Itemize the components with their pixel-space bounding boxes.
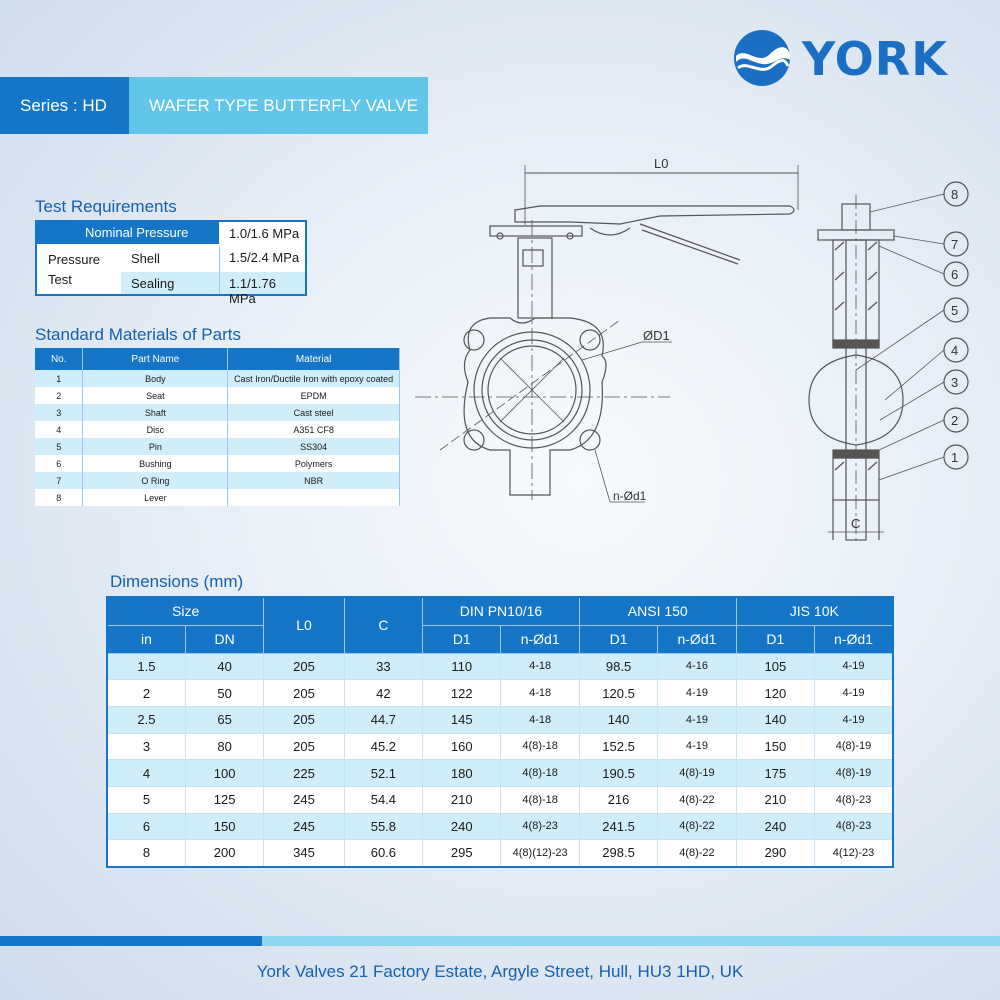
cell: 100 [185,760,263,787]
cell: 6 [107,813,185,840]
cell: SS304 [228,438,400,455]
cell: 8 [107,840,185,867]
cell: 120 [736,680,814,707]
cell: 4-19 [658,733,736,760]
callout-4: 4 [951,343,959,358]
divider [219,246,220,294]
callout-1: 1 [951,450,959,465]
series-header [0,77,428,134]
sealing-value: 1.1/1.76 MPa [229,276,276,306]
cell: 120.5 [579,680,657,707]
cell: 2 [35,387,83,404]
table-row [107,786,893,813]
cell: 4(8)-22 [658,786,736,813]
cell: 1 [35,370,83,387]
cell: 4-18 [501,653,579,680]
cell: 4-19 [658,680,736,707]
cell: Polymers [228,455,400,472]
cell: 4(8)-19 [815,733,893,760]
nominal-value: 1.0/1.6 MPa [229,226,300,241]
cell: 4 [107,760,185,787]
materials-header-part: Part Name [83,348,228,370]
cell: O Ring [83,472,228,489]
footer-bar-light [262,936,1000,946]
cell: 4(8)-23 [815,813,893,840]
header-ansi: ANSI 150 [579,597,736,625]
callout-7: 7 [951,237,959,252]
cell: Pin [83,438,228,455]
pressure-test-label-1: Pressure [48,252,101,267]
cell: 4-19 [658,706,736,733]
cell: 345 [264,840,344,867]
header-din-d1: D1 [423,625,501,653]
header-in: in [107,625,185,653]
cell: 4(8)-19 [658,760,736,787]
cell: 4(8)-18 [501,786,579,813]
cell: 240 [423,813,501,840]
cell: 4-19 [815,680,893,707]
callout-8: 8 [951,187,959,202]
cell: Shaft [83,404,228,421]
footer-address: York Valves 21 Factory Estate, Argyle Street, Hull, HU3 1HD, UK [256,962,744,981]
materials-title: Standard Materials of Parts [35,325,241,344]
cell: 245 [264,786,344,813]
cell: 4-19 [815,653,893,680]
cell: 5 [107,786,185,813]
cell: 216 [579,786,657,813]
cell: 33 [344,653,422,680]
cell: 4 [35,421,83,438]
d1-label: ØD1 [643,328,670,343]
table-row [35,489,400,506]
cell: Cast steel [228,404,400,421]
cell: 4-19 [815,706,893,733]
cell: Seat [83,387,228,404]
cell: 4(8)-18 [501,760,579,787]
cell: 52.1 [344,760,422,787]
cell: 65 [185,706,263,733]
table-row [107,733,893,760]
cell: A351 CF8 [228,421,400,438]
cell: 3 [35,404,83,421]
cell: 160 [423,733,501,760]
cell: 4(8)-18 [501,733,579,760]
dimensions-table [106,596,894,868]
table-row [107,813,893,840]
dimensions-body [107,653,893,867]
cell: 4-18 [501,680,579,707]
header-jis-nd1: n-Ød1 [815,625,893,653]
cell: Bushing [83,455,228,472]
brand-name: YORK [802,32,948,86]
wave-logo-icon [730,28,798,88]
cell: 40 [185,653,263,680]
cell: 241.5 [579,813,657,840]
cell: 55.8 [344,813,422,840]
cell: Disc [83,421,228,438]
table-row [35,438,400,455]
cell: 2.5 [107,706,185,733]
cell: 54.4 [344,786,422,813]
cell: 150 [185,813,263,840]
cell: 205 [264,706,344,733]
cell: 210 [736,786,814,813]
cell: 145 [423,706,501,733]
header-size: Size [107,597,264,625]
cell: 45.2 [344,733,422,760]
cell: 4-18 [501,706,579,733]
cell: 175 [736,760,814,787]
cell: 5 [35,438,83,455]
materials-header-no: No. [35,348,83,370]
cell: 50 [185,680,263,707]
york-logo [730,28,970,88]
header-jis: JIS 10K [736,597,893,625]
cell: 205 [264,653,344,680]
cell: 4(8)-22 [658,813,736,840]
cell: 200 [185,840,263,867]
cell: NBR [228,472,400,489]
cell: 290 [736,840,814,867]
callout-5: 5 [951,303,959,318]
cell: 105 [736,653,814,680]
materials-table [35,348,400,506]
cell: 240 [736,813,814,840]
cell: 42 [344,680,422,707]
cell: 295 [423,840,501,867]
header-din-nd1: n-Ød1 [501,625,579,653]
table-row [107,760,893,787]
header-l0: L0 [264,597,344,653]
cell: 122 [423,680,501,707]
test-requirements-title: Test Requirements [35,197,177,216]
cell: EPDM [228,387,400,404]
cell: 298.5 [579,840,657,867]
cell: 4(8)-23 [815,786,893,813]
cell: 4(8)-23 [501,813,579,840]
materials-header-row [35,348,400,370]
cell: 245 [264,813,344,840]
cell: 140 [736,706,814,733]
cell: 4-16 [658,653,736,680]
cell [228,489,400,506]
cell: 205 [264,680,344,707]
shell-value: 1.5/2.4 MPa [229,250,300,265]
sealing-label: Sealing [131,276,175,291]
table-row [35,370,400,387]
dimensions-title: Dimensions (mm) [110,572,244,591]
callout-3: 3 [951,375,959,390]
cell: 1.5 [107,653,185,680]
cell: 4(8)-19 [815,760,893,787]
cell: 7 [35,472,83,489]
callout-2: 2 [951,413,959,428]
header-ansi-nd1: n-Ød1 [658,625,736,653]
table-row [107,706,893,733]
cell: 225 [264,760,344,787]
cell: 4(8)-22 [658,840,736,867]
materials-header-material: Material [228,348,400,370]
cell: 150 [736,733,814,760]
cell: 4(12)-23 [815,840,893,867]
table-row [35,472,400,489]
header-jis-d1: D1 [736,625,814,653]
valve-drawing [410,150,980,550]
cell: 140 [579,706,657,733]
nd1-label: n-Ød1 [613,489,647,503]
table-row [35,421,400,438]
cell: 125 [185,786,263,813]
cell: 190.5 [579,760,657,787]
table-row [35,387,400,404]
table-row [35,404,400,421]
cell: 98.5 [579,653,657,680]
cell: 152.5 [579,733,657,760]
shell-label: Shell [131,251,160,266]
pressure-test-label-2: Test [48,272,72,287]
nominal-label: Nominal Pressure [85,225,189,240]
cell: 8 [35,489,83,506]
footer-bar-dark [0,936,262,946]
header-din: DIN PN10/16 [423,597,580,625]
cell: 4(8)(12)-23 [501,840,579,867]
table-row [107,680,893,707]
cell: 2 [107,680,185,707]
dimensions-header-row-2 [107,625,893,653]
table-row [107,840,893,867]
cell: Cast Iron/Ductile Iron with epoxy coated [228,370,400,387]
test-requirements-table [35,220,307,306]
cell: 210 [423,786,501,813]
series-title: WAFER TYPE BUTTERFLY VALVE [129,77,428,134]
table-row [107,653,893,680]
cell: 60.6 [344,840,422,867]
table-row [35,455,400,472]
dimensions-header-row-1 [107,597,893,625]
cell: 180 [423,760,501,787]
cell: Body [83,370,228,387]
cell: 205 [264,733,344,760]
header-dn: DN [185,625,263,653]
callout-6: 6 [951,267,959,282]
cell: 80 [185,733,263,760]
cell: 110 [423,653,501,680]
series-label: Series : HD [0,77,129,134]
c-label: C [851,516,861,531]
cell: 44.7 [344,706,422,733]
cell: 3 [107,733,185,760]
header-ansi-d1: D1 [579,625,657,653]
cell: Lever [83,489,228,506]
cell: 6 [35,455,83,472]
l0-label: L0 [654,156,669,171]
header-c: C [344,597,422,653]
